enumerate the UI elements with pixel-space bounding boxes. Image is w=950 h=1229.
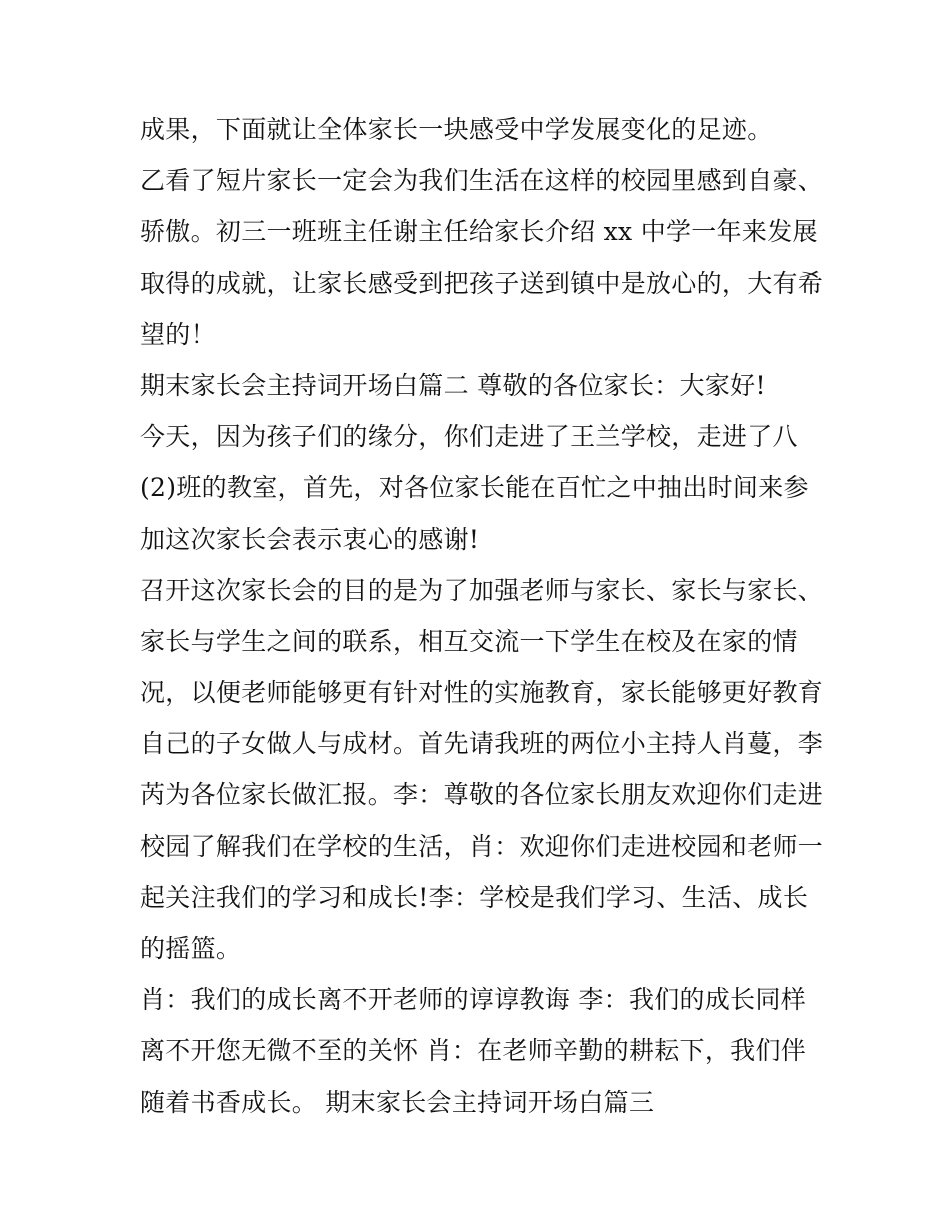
text-line: 今天，因为孩子们的缘分，你们走进了王兰学校，走进了八 — [140, 422, 798, 452]
text-line: 加这次家长会表示衷心的感谢! — [140, 524, 480, 554]
text-line: 骄傲。初三一班班主任谢主任给家长介绍 xx 中学一年来发展 — [140, 217, 818, 247]
text-line: 起关注我们的学习和成长!李：学校是我们学习、生活、成长 — [140, 882, 809, 912]
text-line: 成果，下面就让全体家长一块感受中学发展变化的足迹。 — [140, 115, 773, 144]
text-line: 望的！ — [140, 319, 216, 349]
text-line: 肖：我们的成长离不开老师的谆谆教诲 李：我们的成长同样 — [140, 985, 807, 1015]
text-line: (2)班的教室，首先，对各位家长能在百忙之中抽出时间来参 — [140, 473, 809, 503]
text-line: 乙看了短片家长一定会为我们生活在这样的校园里感到自豪、 — [140, 166, 824, 196]
text-line: 家长与学生之间的联系，相互交流一下学生在校及在家的情 — [140, 626, 798, 656]
text-line: 召开这次家长会的目的是为了加强老师与家长、家长与家长、 — [140, 575, 824, 605]
text-line: 取得的成就，让家长感受到把孩子送到镇中是放心的，大有希 — [140, 268, 824, 298]
text-line: 况，以便老师能够更有针对性的实施教育，家长能够更好教育 — [140, 678, 824, 708]
text-line: 自己的子女做人与成材。首先请我班的两位小主持人肖蔓，李 — [140, 729, 824, 759]
text-line: 芮为各位家长做汇报。李：尊敬的各位家长朋友欢迎你们走进 — [140, 780, 824, 810]
document-body — [140, 104, 824, 1128]
text-line: 离不开您无微不至的关怀 肖：在老师辛勤的耕耘下，我们伴 — [140, 1036, 807, 1066]
text-line: 随着书香成长。 期末家长会主持词开场白篇三 — [140, 1087, 655, 1117]
text-line: 期末家长会主持词开场白篇二 尊敬的各位家长：大家好! — [140, 370, 766, 400]
text-line: 的摇篮。 — [140, 934, 242, 963]
text-line: 校园了解我们在学校的生活，肖：欢迎你们走进校园和老师一 — [140, 831, 824, 861]
